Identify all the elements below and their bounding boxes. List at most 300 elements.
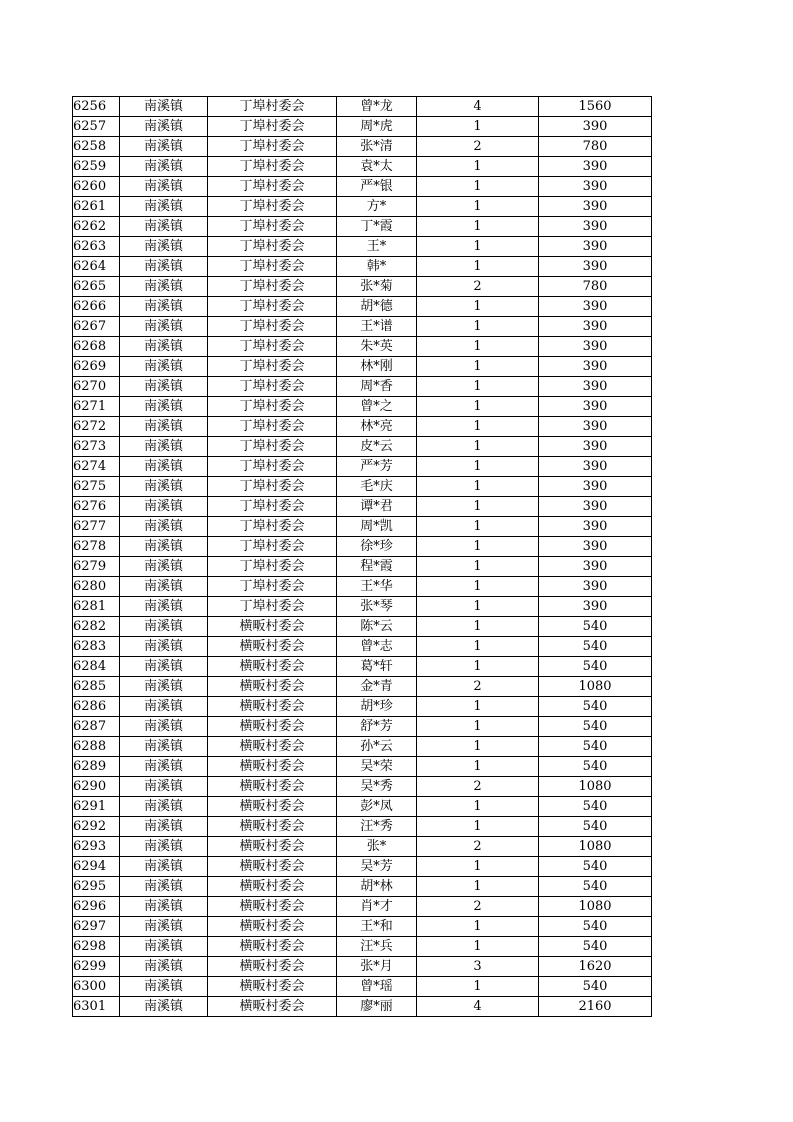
table-row [73,357,652,377]
village-cell: 丁埠村委会 [208,497,337,517]
name-cell: 肖*才 [337,897,417,917]
village-cell: 丁埠村委会 [208,177,337,197]
village-cell: 丁埠村委会 [208,117,337,137]
amount-cell: 780 [539,137,652,157]
name-cell: 谭*君 [337,497,417,517]
name-cell: 周*凯 [337,517,417,537]
count-cell: 1 [417,257,539,277]
village-cell: 横畈村委会 [208,617,337,637]
amount-cell: 540 [539,857,652,877]
name-cell: 韩* [337,257,417,277]
town-cell: 南溪镇 [120,917,208,937]
town-cell: 南溪镇 [120,697,208,717]
village-cell: 丁埠村委会 [208,517,337,537]
count-cell: 1 [417,397,539,417]
count-cell: 1 [417,977,539,997]
name-cell: 孙*云 [337,737,417,757]
row-id-cell: 6290 [73,777,120,797]
row-id-cell: 6284 [73,657,120,677]
count-cell: 1 [417,217,539,237]
table-row [73,857,652,877]
name-cell: 丁*霞 [337,217,417,237]
name-cell: 王*谱 [337,317,417,337]
village-cell: 丁埠村委会 [208,97,337,117]
count-cell: 1 [417,477,539,497]
village-cell: 横畈村委会 [208,737,337,757]
count-cell: 1 [417,457,539,477]
row-id-cell: 6259 [73,157,120,177]
name-cell: 廖*丽 [337,997,417,1017]
name-cell: 曾*龙 [337,97,417,117]
table-row [73,877,652,897]
name-cell: 吴*荣 [337,757,417,777]
village-cell: 丁埠村委会 [208,217,337,237]
table-row [73,777,652,797]
village-cell: 横畈村委会 [208,697,337,717]
table-row [73,717,652,737]
town-cell: 南溪镇 [120,237,208,257]
town-cell: 南溪镇 [120,517,208,537]
village-cell: 丁埠村委会 [208,557,337,577]
name-cell: 汪*兵 [337,937,417,957]
town-cell: 南溪镇 [120,757,208,777]
name-cell: 彭*凤 [337,797,417,817]
row-id-cell: 6276 [73,497,120,517]
table-row [73,197,652,217]
amount-cell: 390 [539,337,652,357]
table-row [73,277,652,297]
table-row [73,737,652,757]
row-id-cell: 6293 [73,837,120,857]
table-body [73,97,652,1017]
village-cell: 横畈村委会 [208,997,337,1017]
table-row [73,817,652,837]
town-cell: 南溪镇 [120,397,208,417]
town-cell: 南溪镇 [120,737,208,757]
town-cell: 南溪镇 [120,577,208,597]
village-cell: 丁埠村委会 [208,417,337,437]
name-cell: 曾*瑶 [337,977,417,997]
town-cell: 南溪镇 [120,177,208,197]
row-id-cell: 6261 [73,197,120,217]
table-row [73,937,652,957]
row-id-cell: 6287 [73,717,120,737]
town-cell: 南溪镇 [120,837,208,857]
count-cell: 1 [417,517,539,537]
amount-cell: 390 [539,297,652,317]
row-id-cell: 6275 [73,477,120,497]
amount-cell: 390 [539,117,652,137]
row-id-cell: 6272 [73,417,120,437]
row-id-cell: 6264 [73,257,120,277]
row-id-cell: 6265 [73,277,120,297]
table-row [73,657,652,677]
name-cell: 徐*珍 [337,537,417,557]
amount-cell: 1080 [539,677,652,697]
count-cell: 2 [417,137,539,157]
row-id-cell: 6286 [73,697,120,717]
count-cell: 1 [417,237,539,257]
row-id-cell: 6263 [73,237,120,257]
village-cell: 丁埠村委会 [208,457,337,477]
amount-cell: 390 [539,457,652,477]
town-cell: 南溪镇 [120,977,208,997]
village-cell: 丁埠村委会 [208,257,337,277]
row-id-cell: 6278 [73,537,120,557]
row-id-cell: 6268 [73,337,120,357]
town-cell: 南溪镇 [120,277,208,297]
town-cell: 南溪镇 [120,97,208,117]
village-cell: 横畈村委会 [208,917,337,937]
town-cell: 南溪镇 [120,197,208,217]
table-row [73,757,652,777]
name-cell: 王*和 [337,917,417,937]
village-cell: 丁埠村委会 [208,437,337,457]
amount-cell: 390 [539,597,652,617]
count-cell: 1 [417,337,539,357]
town-cell: 南溪镇 [120,557,208,577]
village-cell: 横畈村委会 [208,637,337,657]
name-cell: 舒*芳 [337,717,417,737]
table-row [73,837,652,857]
count-cell: 1 [417,737,539,757]
count-cell: 1 [417,297,539,317]
row-id-cell: 6285 [73,677,120,697]
table-row [73,577,652,597]
amount-cell: 1560 [539,97,652,117]
table-row [73,237,652,257]
town-cell: 南溪镇 [120,597,208,617]
amount-cell: 390 [539,477,652,497]
town-cell: 南溪镇 [120,437,208,457]
table-row [73,137,652,157]
name-cell: 严*银 [337,177,417,197]
row-id-cell: 6296 [73,897,120,917]
count-cell: 1 [417,857,539,877]
name-cell: 张*菊 [337,277,417,297]
amount-cell: 540 [539,637,652,657]
village-cell: 丁埠村委会 [208,237,337,257]
name-cell: 毛*庆 [337,477,417,497]
amount-cell: 540 [539,917,652,937]
row-id-cell: 6258 [73,137,120,157]
village-cell: 横畈村委会 [208,657,337,677]
town-cell: 南溪镇 [120,317,208,337]
table-row [73,957,652,977]
table-row [73,617,652,637]
name-cell: 胡*德 [337,297,417,317]
table-row [73,637,652,657]
village-cell: 横畈村委会 [208,717,337,737]
village-cell: 横畈村委会 [208,897,337,917]
town-cell: 南溪镇 [120,717,208,737]
village-cell: 丁埠村委会 [208,597,337,617]
town-cell: 南溪镇 [120,997,208,1017]
count-cell: 2 [417,897,539,917]
table-row [73,797,652,817]
row-id-cell: 6298 [73,937,120,957]
row-id-cell: 6270 [73,377,120,397]
village-cell: 横畈村委会 [208,837,337,857]
count-cell: 1 [417,437,539,457]
town-cell: 南溪镇 [120,417,208,437]
town-cell: 南溪镇 [120,957,208,977]
row-id-cell: 6266 [73,297,120,317]
village-cell: 横畈村委会 [208,797,337,817]
count-cell: 1 [417,657,539,677]
name-cell: 张*琴 [337,597,417,617]
town-cell: 南溪镇 [120,617,208,637]
village-cell: 横畈村委会 [208,977,337,997]
amount-cell: 390 [539,517,652,537]
name-cell: 汪*秀 [337,817,417,837]
row-id-cell: 6291 [73,797,120,817]
amount-cell: 1620 [539,957,652,977]
village-cell: 丁埠村委会 [208,397,337,417]
town-cell: 南溪镇 [120,657,208,677]
table-row [73,497,652,517]
amount-cell: 390 [539,157,652,177]
town-cell: 南溪镇 [120,677,208,697]
village-cell: 横畈村委会 [208,777,337,797]
table-row [73,437,652,457]
table-row [73,397,652,417]
count-cell: 1 [417,177,539,197]
count-cell: 3 [417,957,539,977]
amount-cell: 540 [539,937,652,957]
amount-cell: 390 [539,177,652,197]
name-cell: 皮*云 [337,437,417,457]
name-cell: 葛*轩 [337,657,417,677]
town-cell: 南溪镇 [120,137,208,157]
village-cell: 丁埠村委会 [208,357,337,377]
row-id-cell: 6257 [73,117,120,137]
row-id-cell: 6300 [73,977,120,997]
town-cell: 南溪镇 [120,937,208,957]
table-row [73,597,652,617]
town-cell: 南溪镇 [120,337,208,357]
row-id-cell: 6288 [73,737,120,757]
amount-cell: 390 [539,257,652,277]
amount-cell: 390 [539,537,652,557]
row-id-cell: 6297 [73,917,120,937]
count-cell: 1 [417,757,539,777]
village-cell: 丁埠村委会 [208,157,337,177]
name-cell: 金*青 [337,677,417,697]
name-cell: 张* [337,837,417,857]
village-cell: 横畈村委会 [208,677,337,697]
table-row [73,377,652,397]
table-row [73,457,652,477]
table-row [73,477,652,497]
count-cell: 1 [417,917,539,937]
count-cell: 1 [417,497,539,517]
table-row [73,317,652,337]
count-cell: 1 [417,797,539,817]
amount-cell: 390 [539,437,652,457]
amount-cell: 540 [539,657,652,677]
name-cell: 周*虎 [337,117,417,137]
village-cell: 丁埠村委会 [208,297,337,317]
count-cell: 1 [417,357,539,377]
row-id-cell: 6262 [73,217,120,237]
name-cell: 林*刚 [337,357,417,377]
table-row [73,157,652,177]
town-cell: 南溪镇 [120,817,208,837]
name-cell: 胡*林 [337,877,417,897]
amount-cell: 390 [539,557,652,577]
amount-cell: 540 [539,757,652,777]
name-cell: 曾*之 [337,397,417,417]
amount-cell: 390 [539,197,652,217]
town-cell: 南溪镇 [120,497,208,517]
town-cell: 南溪镇 [120,357,208,377]
row-id-cell: 6277 [73,517,120,537]
town-cell: 南溪镇 [120,257,208,277]
row-id-cell: 6299 [73,957,120,977]
town-cell: 南溪镇 [120,897,208,917]
table-row [73,917,652,937]
amount-cell: 1080 [539,777,652,797]
name-cell: 袁*太 [337,157,417,177]
table-row [73,337,652,357]
name-cell: 方* [337,197,417,217]
row-id-cell: 6279 [73,557,120,577]
row-id-cell: 6282 [73,617,120,637]
table-row [73,697,652,717]
amount-cell: 540 [539,977,652,997]
table-row [73,997,652,1017]
row-id-cell: 6301 [73,997,120,1017]
data-table [72,96,652,1017]
table-row [73,417,652,437]
town-cell: 南溪镇 [120,297,208,317]
name-cell: 曾*志 [337,637,417,657]
count-cell: 2 [417,677,539,697]
name-cell: 王* [337,237,417,257]
table-row [73,97,652,117]
village-cell: 丁埠村委会 [208,337,337,357]
table-row [73,297,652,317]
row-id-cell: 6294 [73,857,120,877]
row-id-cell: 6273 [73,437,120,457]
count-cell: 1 [417,697,539,717]
count-cell: 1 [417,717,539,737]
count-cell: 1 [417,117,539,137]
village-cell: 横畈村委会 [208,877,337,897]
town-cell: 南溪镇 [120,777,208,797]
amount-cell: 390 [539,317,652,337]
row-id-cell: 6260 [73,177,120,197]
count-cell: 1 [417,817,539,837]
row-id-cell: 6283 [73,637,120,657]
name-cell: 朱*英 [337,337,417,357]
count-cell: 1 [417,637,539,657]
town-cell: 南溪镇 [120,637,208,657]
town-cell: 南溪镇 [120,157,208,177]
village-cell: 丁埠村委会 [208,197,337,217]
table-row [73,897,652,917]
count-cell: 1 [417,597,539,617]
amount-cell: 390 [539,357,652,377]
count-cell: 1 [417,937,539,957]
amount-cell: 780 [539,277,652,297]
name-cell: 陈*云 [337,617,417,637]
name-cell: 张*清 [337,137,417,157]
village-cell: 丁埠村委会 [208,377,337,397]
table-row [73,517,652,537]
count-cell: 2 [417,837,539,857]
count-cell: 4 [417,997,539,1017]
name-cell: 张*月 [337,957,417,977]
row-id-cell: 6269 [73,357,120,377]
row-id-cell: 6256 [73,97,120,117]
town-cell: 南溪镇 [120,457,208,477]
count-cell: 1 [417,877,539,897]
amount-cell: 390 [539,397,652,417]
name-cell: 吴*秀 [337,777,417,797]
row-id-cell: 6274 [73,457,120,477]
count-cell: 1 [417,157,539,177]
amount-cell: 540 [539,877,652,897]
amount-cell: 540 [539,797,652,817]
amount-cell: 390 [539,237,652,257]
amount-cell: 390 [539,497,652,517]
name-cell: 周*香 [337,377,417,397]
count-cell: 1 [417,557,539,577]
amount-cell: 390 [539,217,652,237]
count-cell: 1 [417,197,539,217]
town-cell: 南溪镇 [120,217,208,237]
amount-cell: 540 [539,697,652,717]
village-cell: 丁埠村委会 [208,477,337,497]
amount-cell: 1080 [539,897,652,917]
table-row [73,557,652,577]
count-cell: 1 [417,537,539,557]
table-row [73,117,652,137]
amount-cell: 390 [539,417,652,437]
village-cell: 横畈村委会 [208,937,337,957]
count-cell: 2 [417,277,539,297]
town-cell: 南溪镇 [120,877,208,897]
amount-cell: 540 [539,717,652,737]
amount-cell: 390 [539,377,652,397]
village-cell: 丁埠村委会 [208,137,337,157]
amount-cell: 540 [539,737,652,757]
village-cell: 丁埠村委会 [208,577,337,597]
village-cell: 横畈村委会 [208,857,337,877]
row-id-cell: 6281 [73,597,120,617]
count-cell: 4 [417,97,539,117]
town-cell: 南溪镇 [120,477,208,497]
row-id-cell: 6295 [73,877,120,897]
village-cell: 横畈村委会 [208,757,337,777]
amount-cell: 390 [539,577,652,597]
table-row [73,537,652,557]
town-cell: 南溪镇 [120,117,208,137]
table-row [73,977,652,997]
village-cell: 丁埠村委会 [208,537,337,557]
town-cell: 南溪镇 [120,377,208,397]
amount-cell: 540 [539,817,652,837]
count-cell: 1 [417,417,539,437]
village-cell: 丁埠村委会 [208,317,337,337]
table-row [73,177,652,197]
village-cell: 横畈村委会 [208,817,337,837]
table-row [73,217,652,237]
town-cell: 南溪镇 [120,797,208,817]
name-cell: 吴*芳 [337,857,417,877]
